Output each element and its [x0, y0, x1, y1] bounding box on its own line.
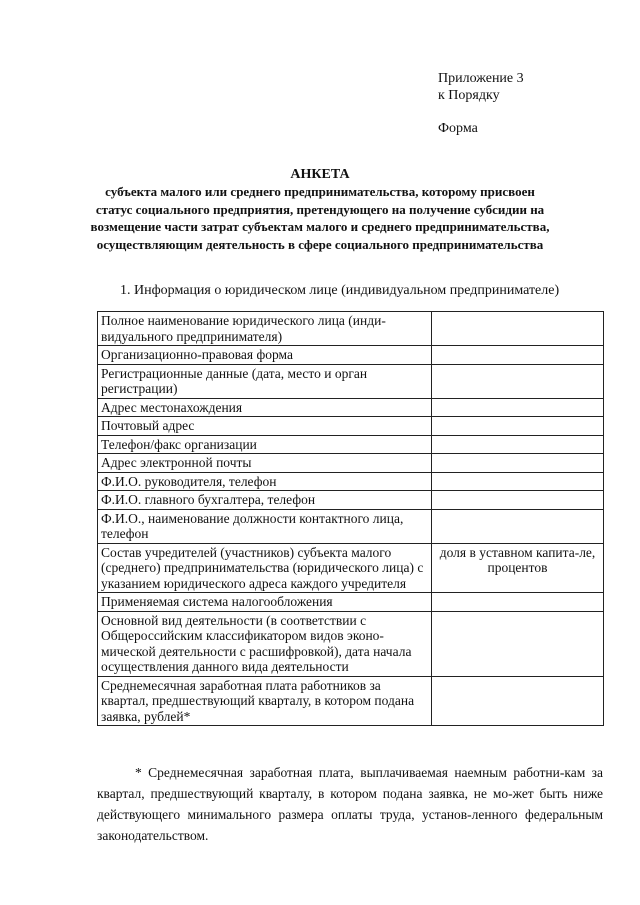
row-value-cell[interactable]	[432, 509, 604, 543]
table-row	[98, 593, 604, 612]
row-label: Адрес электронной почты	[98, 454, 432, 473]
table-row	[98, 398, 604, 417]
row-label: Основной вид деятельности (в соответствии с Общероссийским классификатором видов эконо-мической деятельности с расшифровкой), дата начала осуществления данного вида деятельности	[98, 611, 432, 676]
row-label: Организационно-правовая форма	[98, 346, 432, 365]
row-label: Ф.И.О. руководителя, телефон	[98, 472, 432, 491]
table-row	[98, 312, 604, 346]
row-label: Применяемая система налогообложения	[98, 593, 432, 612]
table-row	[98, 509, 604, 543]
row-label: Адрес местонахождения	[98, 398, 432, 417]
row-value-cell[interactable]	[432, 676, 604, 726]
row-value-cell[interactable]: доля в уставном капита-ле, процентов	[432, 543, 604, 593]
table-row	[98, 417, 604, 436]
table-row	[98, 611, 604, 676]
appendix-line: к Порядку	[438, 88, 500, 103]
row-value-cell[interactable]	[432, 593, 604, 612]
table-row	[98, 435, 604, 454]
row-label: Почтовый адрес	[98, 417, 432, 436]
form-label: Форма	[438, 121, 478, 136]
table-row	[98, 346, 604, 365]
table-row	[98, 364, 604, 398]
appendix-line: Приложение 3	[438, 71, 524, 86]
row-label: Полное наименование юридического лица (инди-видуального предпринимателя)	[98, 312, 432, 346]
info-table	[97, 311, 604, 726]
row-value-cell[interactable]	[432, 417, 604, 436]
row-label: Телефон/факс организации	[98, 435, 432, 454]
table-row	[98, 676, 604, 726]
row-label: Ф.И.О. главного бухгалтера, телефон	[98, 491, 432, 510]
row-value-cell[interactable]	[432, 398, 604, 417]
table-row	[98, 491, 604, 510]
row-value-cell[interactable]	[432, 491, 604, 510]
row-label: Ф.И.О., наименование должности контактного лица, телефон	[98, 509, 432, 543]
row-label: Среднемесячная заработная плата работников за квартал, предшествующий кварталу, в котором подана заявка, рублей*	[98, 676, 432, 726]
row-value-cell[interactable]	[432, 611, 604, 676]
row-value-cell[interactable]	[432, 312, 604, 346]
row-value-cell[interactable]	[432, 472, 604, 491]
row-label: Регистрационные данные (дата, место и орган регистрации)	[98, 364, 432, 398]
footnote: * Среднемесячная заработная плата, выплачиваемая наемным работни-кам за квартал, предшествующий кварталу, в котором подана заявка, не мо-жет быть ниже действующего минимального размера оплаты труда, установ-ленного федеральным законодательством.	[97, 765, 603, 843]
table-row	[98, 472, 604, 491]
document-subtitle: субъекта малого или среднего предпринимательства, которому присвоен статус социального предприятия, претендующего на получение субсидии на возмещение части затрат субъектам малого и среднего предпринимательства, осуществляющим деятельность в сфере социального предпринимательства	[90, 184, 550, 252]
table-row	[98, 543, 604, 593]
row-value-cell[interactable]	[432, 435, 604, 454]
row-value-cell[interactable]	[432, 346, 604, 365]
row-value-cell[interactable]	[432, 364, 604, 398]
appendix-reference	[438, 70, 524, 104]
table-row	[98, 454, 604, 473]
document-title: АНКЕТА	[290, 167, 350, 182]
row-value-cell[interactable]	[432, 454, 604, 473]
row-label: Состав учредителей (участников) субъекта малого (среднего) предпринимательства (юридического лица) с указанием юридического адреса каждого учредителя	[98, 543, 432, 593]
section-heading: 1. Информация о юридическом лице (индивидуальном предпринимателе)	[120, 283, 560, 298]
